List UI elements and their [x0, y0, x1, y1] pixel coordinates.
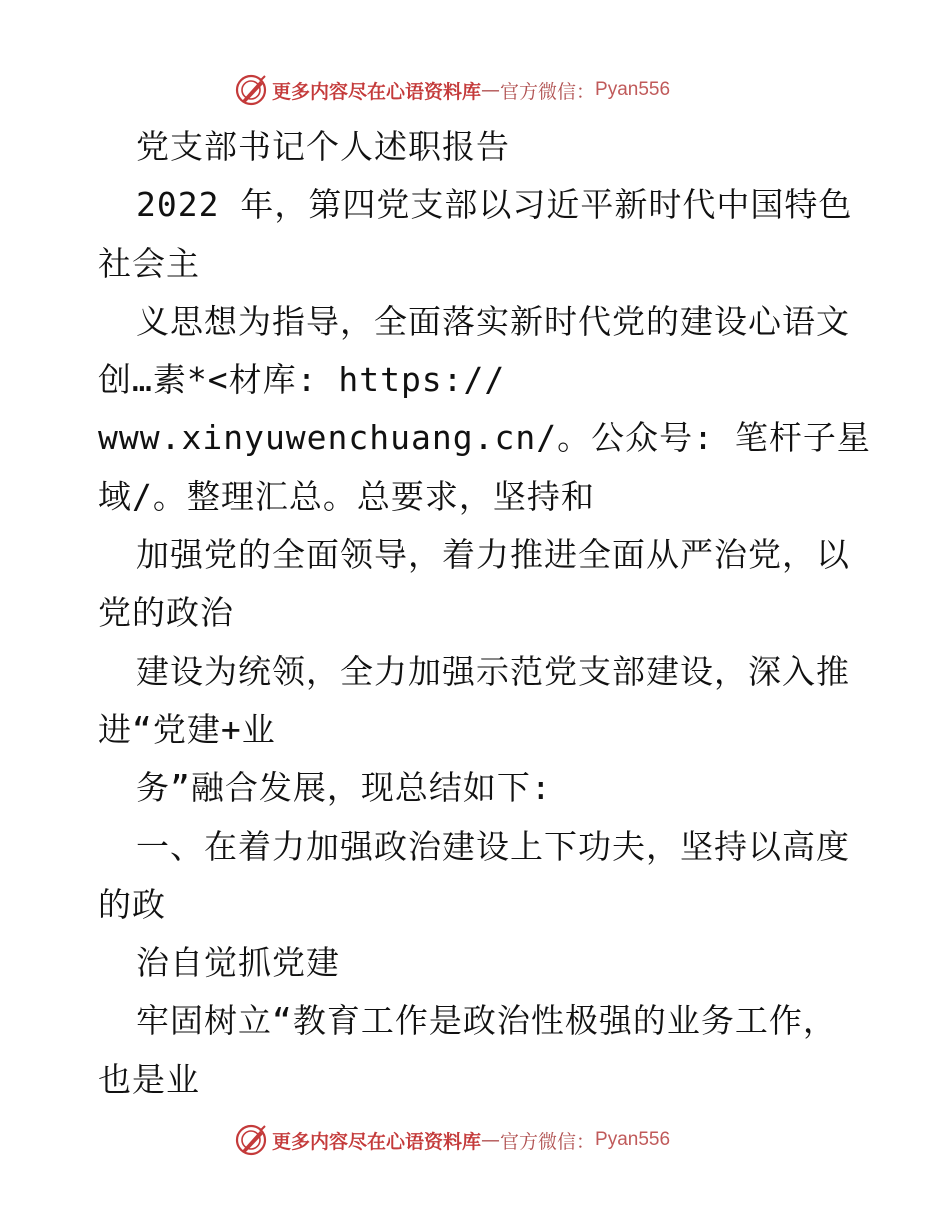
- document-body: [98, 118, 871, 1109]
- watermark-wechat-label: 官方微信：: [500, 80, 596, 103]
- section-heading: 治自觉抓党建: [136, 943, 340, 983]
- text-line: 进“党建+业: [98, 709, 276, 749]
- watermark-separator: —: [481, 79, 501, 101]
- text-line: 加强党的全面领导，着力推进全面从严治党，以: [136, 535, 850, 575]
- text-line: 2022 年，第四党支部以习近平新时代中国特色: [136, 185, 853, 225]
- text-line: 创…素*<材库: https://: [98, 360, 506, 400]
- text-line: 党的政治: [98, 593, 234, 633]
- pen-logo-icon: [234, 73, 268, 107]
- document-title: 党支部书记个人述职报告: [136, 127, 510, 166]
- text-line: 义思想为指导，全面落实新时代党的建设心语文: [136, 301, 850, 341]
- text-line: www.xinyuwenchuang.cn/。公众号: 笔杆子星: [98, 418, 871, 458]
- pen-logo-icon: [234, 1123, 268, 1157]
- watermark-main-text: 更多内容尽在心语资料库: [272, 80, 482, 103]
- section-heading: 的政: [98, 884, 166, 924]
- text-line: 建设为统领，全力加强示范党支部建设，深入推: [136, 651, 850, 691]
- text-line: 社会主: [98, 243, 200, 283]
- text-line: 也是业: [98, 1059, 200, 1099]
- text-line: 牢固树立“教育工作是政治性极强的业务工作，: [136, 1001, 837, 1041]
- watermark-main-text: 更多内容尽在心语资料库: [272, 1130, 482, 1153]
- section-heading: 一、在着力加强政治建设上下功夫，坚持以高度: [136, 826, 850, 866]
- footer-watermark: [234, 1122, 670, 1158]
- header-watermark: [234, 72, 670, 108]
- text-line: 务”融合发展，现总结如下:: [136, 768, 552, 808]
- text-line: 域/。整理汇总。总要求，坚持和: [98, 476, 595, 516]
- watermark-wechat-id: Pyan556: [595, 79, 671, 100]
- watermark-separator: —: [481, 1129, 501, 1151]
- watermark-wechat-id: Pyan556: [595, 1129, 671, 1150]
- watermark-wechat-label: 官方微信：: [500, 1130, 596, 1153]
